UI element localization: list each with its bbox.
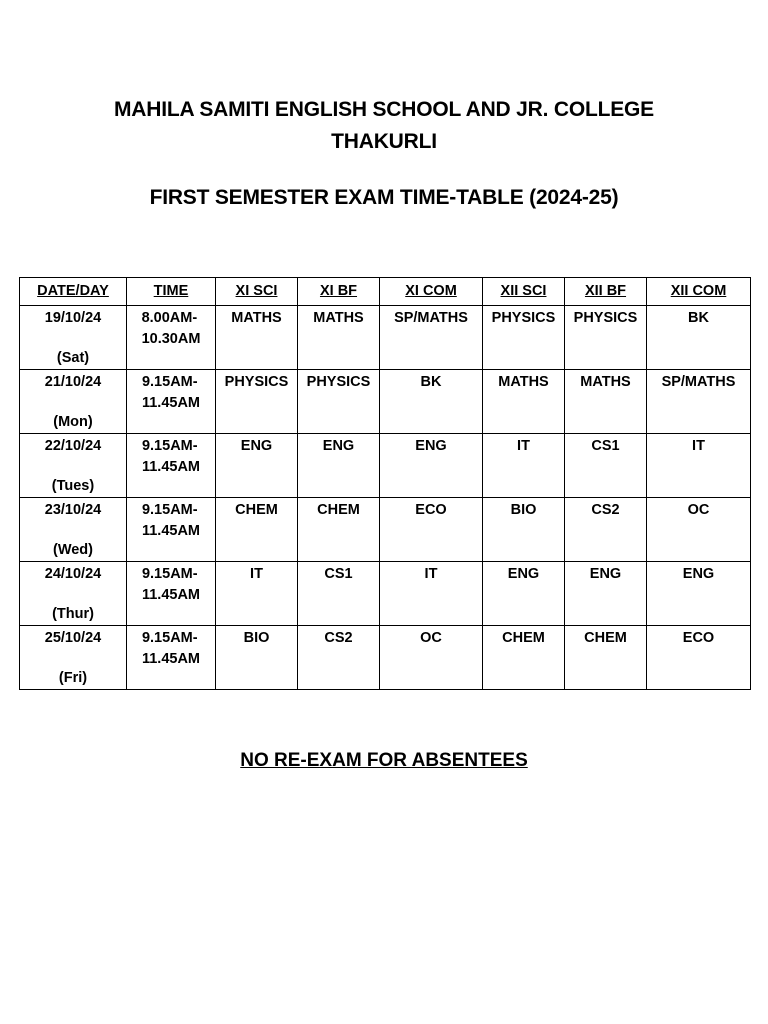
time-end: 11.45AM — [141, 523, 201, 539]
subject-cell: IT — [380, 562, 483, 626]
exam-time — [142, 308, 201, 350]
subject-cell: BK — [647, 306, 751, 370]
exam-time — [142, 436, 200, 478]
date-cell — [20, 306, 127, 370]
exam-day: (Tues) — [51, 478, 95, 494]
exam-date: 25/10/24 — [44, 630, 102, 646]
subject-cell: CS2 — [298, 626, 380, 690]
subject-cell: ENG — [298, 434, 380, 498]
time-cell — [127, 562, 216, 626]
table-row — [20, 306, 751, 370]
table-row — [20, 370, 751, 434]
subject-cell: OC — [380, 626, 483, 690]
time-cell — [127, 370, 216, 434]
exam-title: FIRST SEMESTER EXAM TIME-TABLE (2024-25) — [149, 186, 619, 209]
document-header — [0, 94, 768, 214]
time-start: 9.15AM- — [141, 502, 198, 518]
exam-time — [142, 628, 200, 670]
time-cell — [127, 498, 216, 562]
exam-date: 19/10/24 — [44, 310, 102, 326]
subject-cell: ECO — [380, 498, 483, 562]
time-end: 11.45AM — [141, 651, 201, 667]
subject-cell: BIO — [216, 626, 298, 690]
date-cell — [20, 626, 127, 690]
exam-day: (Sat) — [56, 350, 90, 366]
subject-cell: PHYSICS — [483, 306, 565, 370]
subject-cell: MATHS — [483, 370, 565, 434]
school-location: THAKURLI — [331, 130, 437, 153]
exam-day: (Wed) — [52, 542, 93, 558]
time-start: 9.15AM- — [141, 566, 198, 582]
subject-cell: ENG — [483, 562, 565, 626]
exam-time — [142, 372, 200, 414]
subject-cell: CHEM — [216, 498, 298, 562]
time-cell — [127, 434, 216, 498]
exam-date: 23/10/24 — [44, 502, 102, 518]
subject-cell: SP/MATHS — [380, 306, 483, 370]
table-row — [20, 498, 751, 562]
column-header: DATE/DAY — [20, 278, 127, 306]
time-end: 10.30AM — [141, 331, 201, 347]
subject-cell: ECO — [647, 626, 751, 690]
time-start: 8.00AM- — [141, 310, 198, 326]
school-name: MAHILA SAMITI ENGLISH SCHOOL AND JR. COLLEGE — [114, 98, 654, 121]
exam-day: (Thur) — [52, 606, 94, 622]
title-spacer — [0, 158, 768, 182]
time-end: 11.45AM — [141, 459, 201, 475]
subject-cell: ENG — [380, 434, 483, 498]
time-start: 9.15AM- — [141, 630, 198, 646]
subject-cell: MATHS — [565, 370, 647, 434]
subject-cell: IT — [216, 562, 298, 626]
time-start: 9.15AM- — [141, 438, 198, 454]
time-cell — [127, 306, 216, 370]
table-header-row — [20, 278, 751, 306]
subject-cell: CS1 — [298, 562, 380, 626]
time-end: 11.45AM — [141, 395, 201, 411]
table-row — [20, 626, 751, 690]
subject-cell: CS1 — [565, 434, 647, 498]
time-cell — [127, 626, 216, 690]
subject-cell: OC — [647, 498, 751, 562]
exam-timetable — [19, 277, 751, 690]
date-cell — [20, 562, 127, 626]
date-cell — [20, 370, 127, 434]
column-header: XI BF — [298, 278, 380, 306]
subject-cell: PHYSICS — [565, 306, 647, 370]
time-end: 11.45AM — [141, 587, 201, 603]
table-row — [20, 434, 751, 498]
subject-cell: PHYSICS — [298, 370, 380, 434]
column-header: XI SCI — [216, 278, 298, 306]
column-header: XII COM — [647, 278, 751, 306]
date-cell — [20, 434, 127, 498]
absentee-notice: NO RE-EXAM FOR ABSENTEES — [240, 750, 528, 771]
subject-cell: CHEM — [483, 626, 565, 690]
subject-cell: ENG — [647, 562, 751, 626]
exam-time — [142, 564, 200, 606]
exam-day: (Mon) — [53, 414, 93, 430]
exam-date: 21/10/24 — [44, 374, 102, 390]
column-header: TIME — [127, 278, 216, 306]
subject-cell: SP/MATHS — [647, 370, 751, 434]
column-header: XII BF — [565, 278, 647, 306]
subject-cell: MATHS — [298, 306, 380, 370]
subject-cell: MATHS — [216, 306, 298, 370]
subject-cell: BK — [380, 370, 483, 434]
subject-cell: CHEM — [565, 626, 647, 690]
column-header: XII SCI — [483, 278, 565, 306]
table-row — [20, 562, 751, 626]
exam-date: 24/10/24 — [44, 566, 102, 582]
exam-day: (Fri) — [58, 670, 88, 686]
subject-cell: ENG — [216, 434, 298, 498]
subject-cell: CHEM — [298, 498, 380, 562]
subject-cell: ENG — [565, 562, 647, 626]
subject-cell: BIO — [483, 498, 565, 562]
column-header: XI COM — [380, 278, 483, 306]
subject-cell: IT — [647, 434, 751, 498]
date-cell — [20, 498, 127, 562]
subject-cell: IT — [483, 434, 565, 498]
time-start: 9.15AM- — [141, 374, 198, 390]
subject-cell: PHYSICS — [216, 370, 298, 434]
exam-date: 22/10/24 — [44, 438, 102, 454]
exam-time — [142, 500, 200, 542]
subject-cell: CS2 — [565, 498, 647, 562]
